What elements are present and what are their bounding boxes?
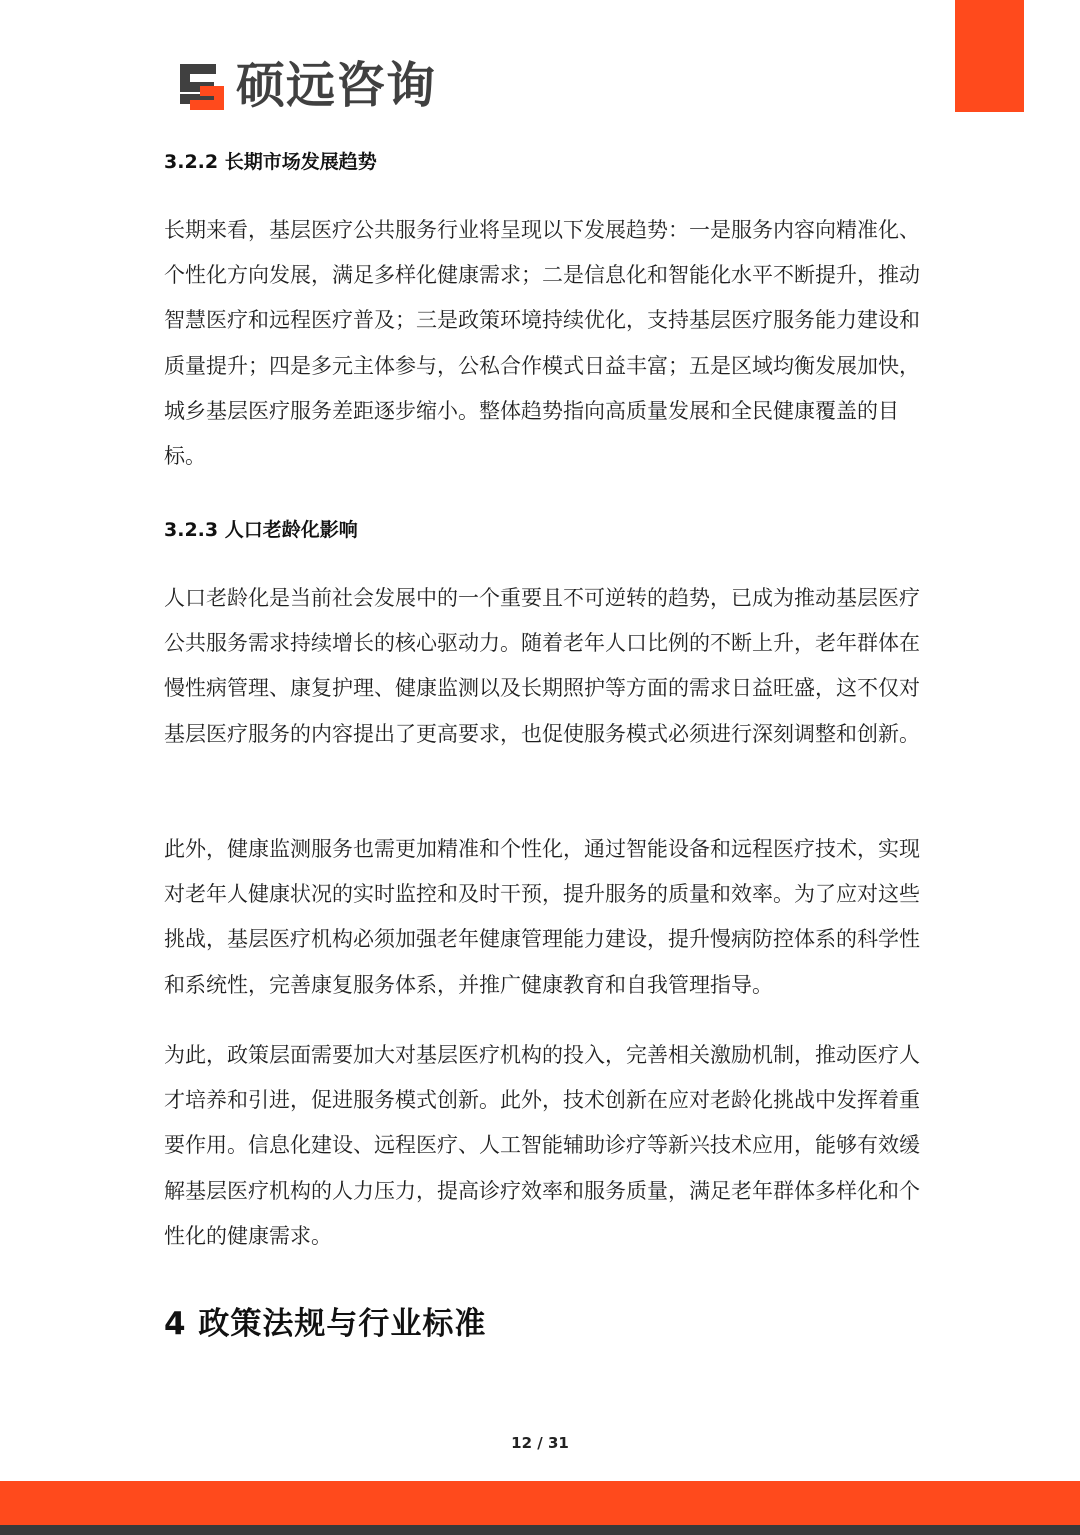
page-number: 12 / 31 xyxy=(511,1434,569,1452)
brand-s-mark-icon xyxy=(176,60,228,112)
paragraph-aging-intro: 人口老龄化是当前社会发展中的一个重要且不可逆转的趋势，已成为推动基层医疗公共服务需求持续增长的核心驱动力。随着老年人口比例的不断上升，老年群体在慢性病管理、康复护理、健康监测以及长期照护等方面的需求日益旺盛，这不仅对基层医疗服务的内容提出了更高要求，也促使服务模式必须进行深刻调整和创新。 xyxy=(164,586,920,746)
paragraph-health-monitoring: 此外，健康监测服务也需更加精准和个性化，通过智能设备和远程医疗技术，实现对老年人健康状况的实时监控和及时干预，提升服务的质量和效率。为了应对这些挑战，基层医疗机构必须加强老年健康管理能力建设，提升慢病防控体系的科学性和系统性，完善康复服务体系，并推广健康教育和自我管理指导。 xyxy=(164,837,920,997)
footer-dark-strip xyxy=(0,1525,1080,1535)
section-heading-3-2-2: 3.2.2 长期市场发展趋势 xyxy=(164,151,377,173)
corner-accent-block xyxy=(955,0,1024,112)
footer-accent-bar xyxy=(0,1481,1080,1525)
chapter-heading-4: 4 政策法规与行业标准 xyxy=(164,1306,487,1342)
section-heading-3-2-3: 3.2.3 人口老龄化影响 xyxy=(164,519,358,541)
brand-logo xyxy=(176,58,436,114)
brand-name: 硕远咨询 xyxy=(236,57,437,114)
paragraph-long-term-trends: 长期来看，基层医疗公共服务行业将呈现以下发展趋势：一是服务内容向精准化、个性化方向发展，满足多样化健康需求；二是信息化和智能化水平不断提升，推动智慧医疗和远程医疗普及；三是政策环境持续优化，支持基层医疗服务能力建设和质量提升；四是多元主体参与，公私合作模式日益丰富；五是区域均衡发展加快，城乡基层医疗服务差距逐步缩小。整体趋势指向高质量发展和全民健康覆盖的目标。 xyxy=(164,218,920,469)
paragraph-policy-support: 为此，政策层面需要加大对基层医疗机构的投入，完善相关激励机制，推动医疗人才培养和引进，促进服务模式创新。此外，技术创新在应对老龄化挑战中发挥着重要作用。信息化建设、远程医疗、人工智能辅助诊疗等新兴技术应用，能够有效缓解基层医疗机构的人力压力，提高诊疗效率和服务质量，满足老年群体多样化和个性化的健康需求。 xyxy=(164,1043,920,1248)
